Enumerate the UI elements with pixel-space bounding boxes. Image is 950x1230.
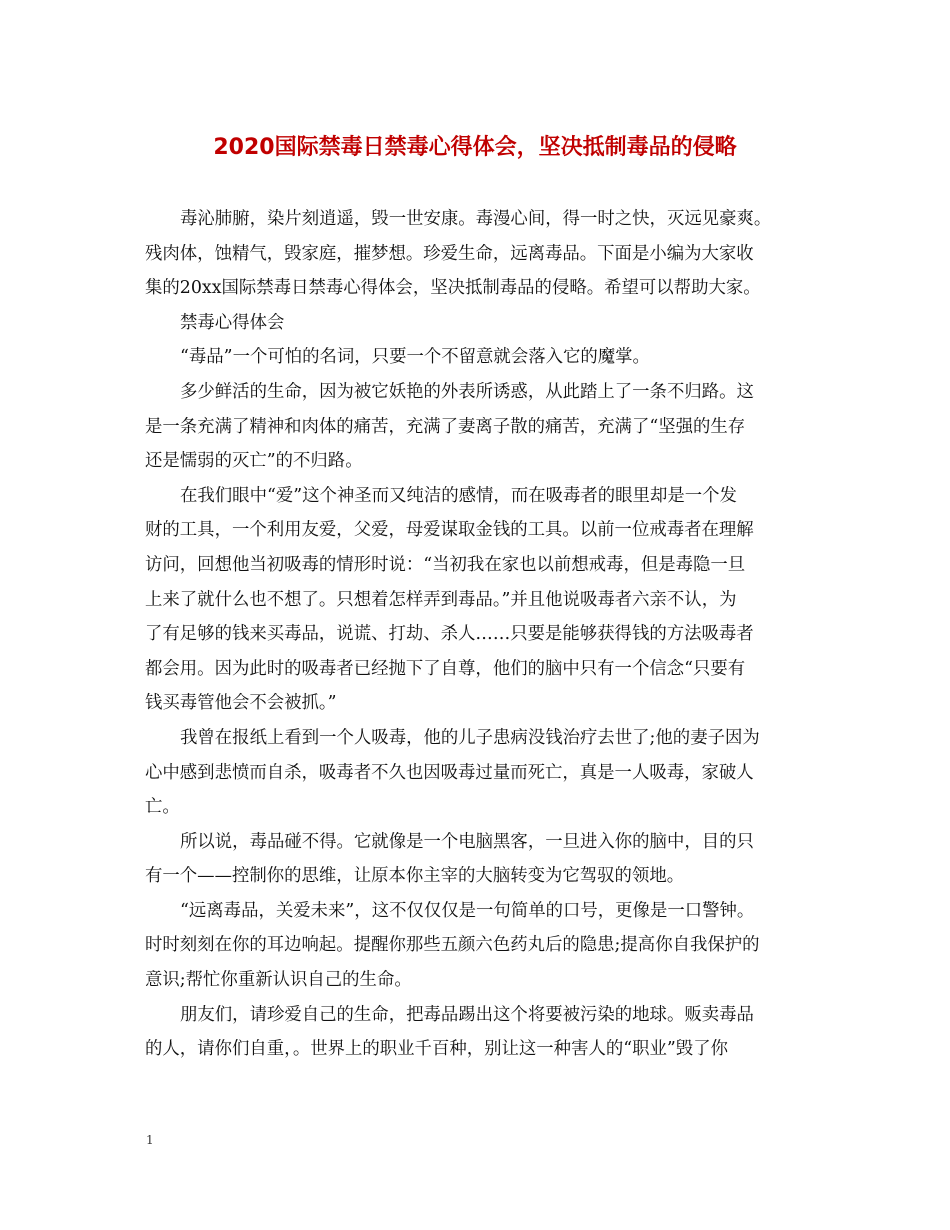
text-line: 意识;帮忙你重新认识自己的生命。: [145, 970, 412, 991]
paragraph: [145, 375, 811, 479]
text-line: 都会用。因为此时的吸毒者已经抛下了自尊，他们的脑中只有一个信念“只要有: [145, 658, 746, 679]
text-line: 时时刻刻在你的耳边响起。提醒你那些五颜六色药丸后的隐患;提高你自我保护的: [145, 935, 760, 956]
text-line: “毒品”一个可怕的名词，只要一个不留意就会落入它的魔掌。: [180, 347, 650, 368]
text-line: 残肉体，蚀精气，毁家庭，摧梦想。珍爱生命，远离毒品。下面是小编为大家收: [145, 243, 754, 264]
section-heading: [145, 306, 811, 341]
document-title: 2020国际禁毒日禁毒心得体会，坚决抵制毒品的侵略: [213, 135, 737, 160]
page-number: 1: [146, 1133, 154, 1147]
text-line: 上来了就什么也不想了。只想着怎样弄到毒品。”并且他说吸毒者六亲不认，为: [145, 589, 737, 610]
text-line: 在我们眼中“爱”这个神圣而又纯洁的感情，而在吸毒者的眼里却是一个发: [180, 485, 737, 506]
text-line: 亡。: [145, 797, 180, 818]
text-line: 的人，请你们自重，。世界上的职业千百种，别让这一种害人的“职业”毁了你: [145, 1039, 728, 1060]
text-line: 有一个——控制你的思维，让原本你主宰的大脑转变为它驾驭的领地。: [145, 866, 685, 887]
paragraph: [145, 998, 811, 1067]
paragraph: [145, 721, 811, 825]
paragraph: [145, 894, 811, 998]
paragraph: [145, 340, 811, 375]
text-line: 所以说，毒品碰不得。它就像是一个电脑黑客，一旦进入你的脑中，目的只: [180, 831, 754, 852]
text-line: 禁毒心得体会: [180, 312, 285, 333]
text-line: 了有足够的钱来买毒品，说谎、打劫、杀人……只要是能够获得钱的方法吸毒者: [145, 624, 754, 645]
paragraph: [145, 479, 811, 721]
text-line: 朋友们，请珍爱自己的生命，把毒品踢出这个将要被污染的地球。贩卖毒品: [180, 1004, 754, 1025]
text-line: 毒沁肺腑，染片刻逍遥，毁一世安康。毒漫心间，得一时之快，灭远见豪爽。: [180, 209, 772, 229]
paragraph: [145, 825, 811, 894]
text-line: 我曾在报纸上看到一个人吸毒，他的儿子患病没钱治疗去世了;他的妻子因为: [180, 727, 760, 748]
text-line: 钱买毒管他会不会被抓。”: [145, 693, 337, 714]
text-line: 是一条充满了精神和肉体的痛苦，充满了妻离子散的痛苦，充满了“坚强的生存: [145, 416, 746, 437]
text-line: 还是懦弱的灭亡”的不归路。: [145, 451, 363, 472]
text-line: 财的工具，一个利用友爱，父爱，母爱谋取金钱的工具。以前一位戒毒者在理解: [145, 520, 754, 541]
text-line: 集的20xx国际禁毒日禁毒心得体会，坚决抵制毒品的侵略。希望可以帮助大家。: [145, 278, 761, 299]
text-line: 心中感到悲愤而自杀，吸毒者不久也因吸毒过量而死亡，真是一人吸毒，家破人: [145, 762, 754, 783]
text-line: 多少鲜活的生命，因为被它妖艳的外表所诱惑，从此踏上了一条不归路。这: [180, 381, 754, 402]
paragraph-intro: [145, 202, 811, 306]
text-line: 访问，回想他当初吸毒的情形时说：“当初我在家也以前想戒毒，但是毒隐一旦: [145, 554, 746, 575]
document-body: [145, 202, 811, 1067]
text-line: “远离毒品，关爱未来”，这不仅仅仅是一句简单的口号，更像是一口警钟。: [180, 900, 755, 921]
